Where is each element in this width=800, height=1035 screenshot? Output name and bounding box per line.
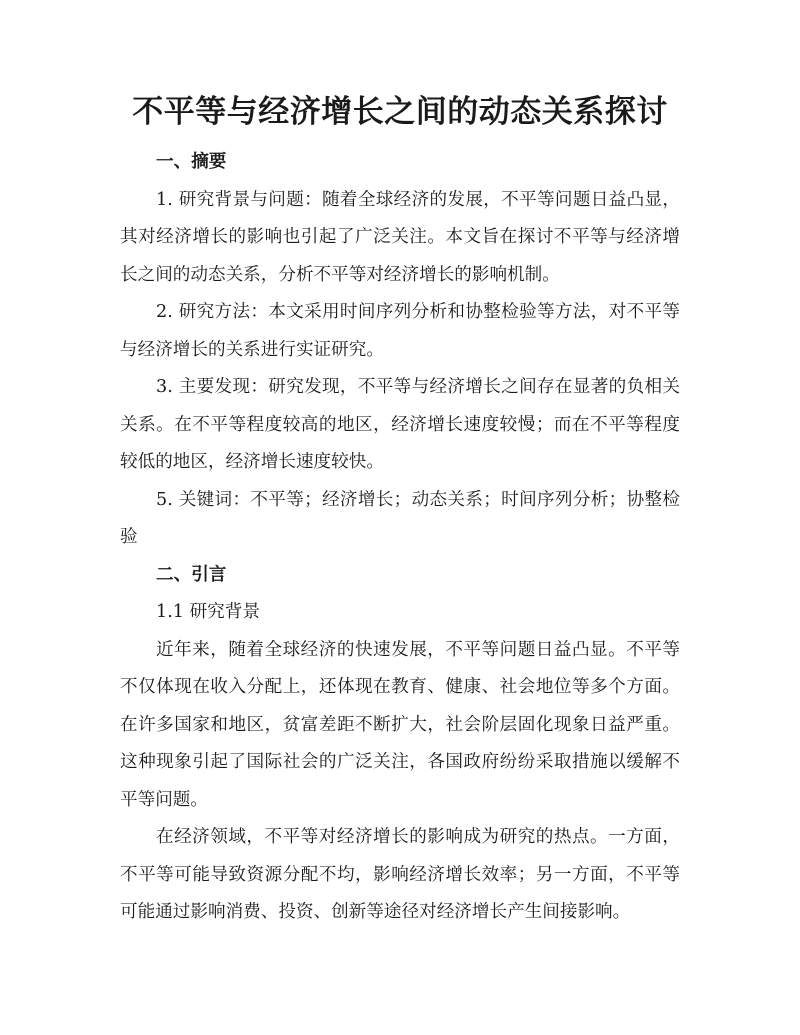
- abstract-item-findings: 3. 主要发现：研究发现，不平等与经济增长之间存在显著的负相关关系。在不平等程度较高的地区，经济增长速度较慢；而在不平等程度较低的地区，经济增长速度较快。: [120, 377, 680, 472]
- intro-heading: 二、引言: [156, 564, 227, 585]
- abstract-item-background: 1. 研究背景与问题：随着全球经济的发展，不平等问题日益凸显，其对经济增长的影响也引起了广泛关注。本文旨在探讨不平等与经济增长之间的动态关系，分析不平等对经济增长的影响机制。: [120, 189, 680, 285]
- document-body: [120, 144, 680, 932]
- abstract-heading: 一、摘要: [156, 152, 227, 172]
- intro-paragraph: 在经济领域，不平等对经济增长的影响成为研究的热点。一方面，不平等可能导致资源分配不均，影响经济增长效率；另一方面，不平等可能通过影响消费、投资、创新等途径对经济增长产生间接影响。: [120, 827, 680, 922]
- document-title: 不平等与经济增长之间的动态关系探讨: [132, 94, 668, 130]
- abstract-item-method: 2. 研究方法：本文采用时间序列分析和协整检验等方法，对不平等与经济增长的关系进行实证研究。: [120, 302, 680, 360]
- intro-paragraph: 近年来，随着全球经济的快速发展，不平等问题日益凸显。不平等不仅体现在收入分配上，还体现在教育、健康、社会地位等多个方面。在许多国家和地区，贫富差距不断扩大，社会阶层固化现象日益严重。这种现象引起了国际社会的广泛关注，各国政府纷纷采取措施以缓解不平等问题。: [120, 639, 680, 810]
- abstract-item-keywords: 5. 关键词：不平等；经济增长；动态关系；时间序列分析；协整检验: [120, 489, 680, 547]
- intro-subheading: 1.1 研究背景: [156, 602, 260, 622]
